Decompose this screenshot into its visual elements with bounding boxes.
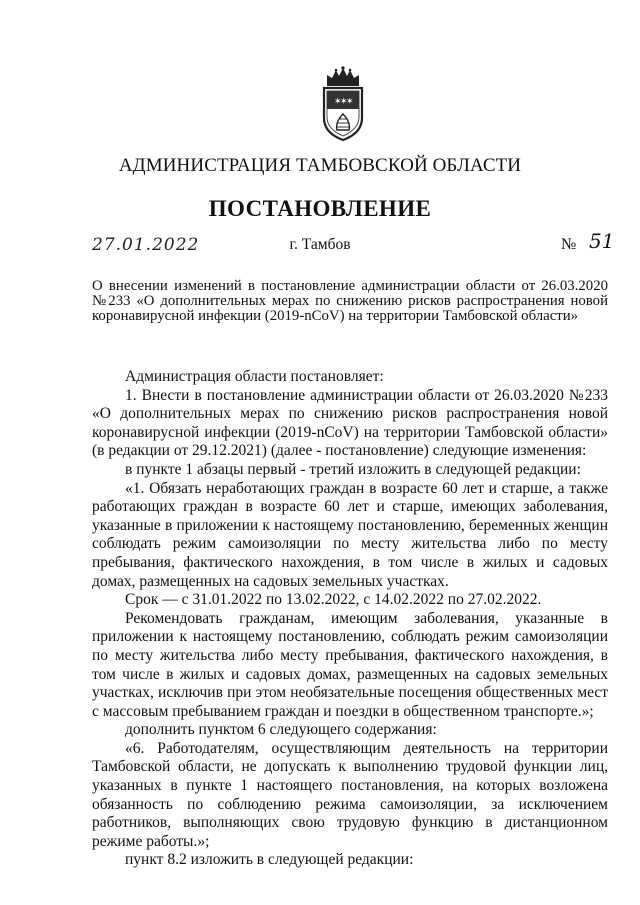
document-subject: О внесении изменений в постановление администрации области от 26.03.2020 №233 «О дополнительных мерах по снижению рисков распространения новой коронавирусной инфекции (2019-nCoV) на территории Тамбовской области» bbox=[92, 278, 608, 325]
document-number: 51 bbox=[589, 229, 615, 253]
body-paragraph: «6. Работодателям, осуществляющим деятельность на территории Тамбовской области, не допускать к выполнению трудовой функции лиц, указанных в пункте 1 настоящего постановления, на которых возложена обязанность по соблюдению режима самоизоляции, за исключением работников, выполняющих свою трудовую функцию в дистанционном режиме работы.»; bbox=[92, 739, 608, 850]
document-number-label: № bbox=[561, 236, 577, 253]
document-city: г. Тамбов bbox=[289, 236, 351, 253]
document-date: 27.01.2022 bbox=[92, 235, 200, 255]
body-paragraph: 1. Внести в постановление администрации области от 26.03.2020 №233 «О дополнительных мерах по снижению рисков распространения новой коронавирусной инфекции (2019-nCoV) на территории Тамбовской области» (в редакции от 29.12.2021) (далее - постановление) следующие изменения: bbox=[92, 386, 608, 460]
body-paragraph: дополнить пунктом 6 следующего содержания: bbox=[125, 721, 437, 739]
body-paragraph: в пункте 1 абзацы первый - третий изложить в следующей редакции: bbox=[125, 460, 581, 478]
tambov-coat-of-arms-icon bbox=[318, 66, 368, 142]
body-paragraph: Рекомендовать гражданам, имеющим заболевания, указанные в приложении к настоящему постановлению, соблюдать режим самоизоляции по месту жительства либо месту пребывания, фактического нахождения, в том числе в жилых и садовых домах, размещенных на садовых земельных участках, исключив при этом необязательные посещения общественных мест с массовым пребыванием граждан и поездки в общественном транспорте.»; bbox=[92, 609, 608, 720]
body-paragraph: Срок — с 31.01.2022 по 13.02.2022, с 14.02.2022 по 27.02.2022. bbox=[125, 591, 542, 609]
body-paragraph: Администрация области постановляет: bbox=[125, 368, 384, 385]
svg-text:✶: ✶ bbox=[340, 97, 348, 107]
document-body bbox=[92, 368, 608, 870]
body-paragraph: пункт 8.2 изложить в следующей редакции: bbox=[125, 851, 414, 869]
document-type-title: ПОСТАНОВЛЕНИЕ bbox=[208, 196, 432, 221]
svg-text:✶: ✶ bbox=[346, 97, 354, 107]
organization-title: АДМИНИСТРАЦИЯ ТАМБОВСКОЙ ОБЛАСТИ bbox=[118, 155, 522, 176]
body-paragraph: «1. Обязать неработающих граждан в возрасте 60 лет и старше, а также работающих граждан в возрасте 60 лет и старше, имеющих заболевания, указанные в приложении к настоящему постановлению, беременных женщин соблюдать режим самоизоляции по месту жительства либо по месту пребывания, фактического нахождения, в том числе в жилых и садовых домах, размещенных на садовых земельных участках. bbox=[92, 479, 608, 590]
svg-text:✶: ✶ bbox=[334, 97, 342, 107]
